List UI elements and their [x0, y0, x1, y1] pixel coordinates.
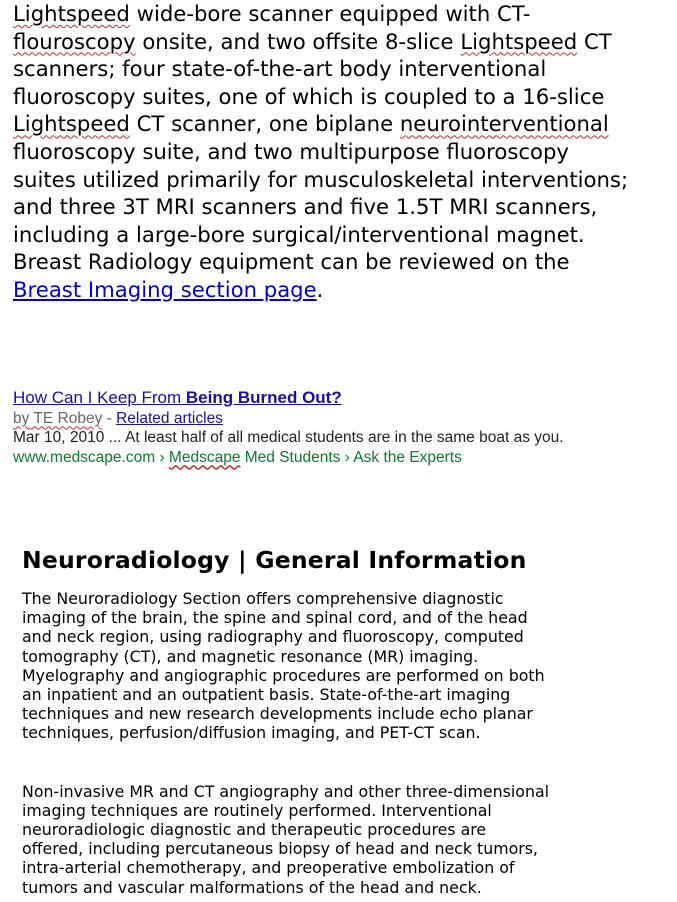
line: neuroradiologic diagnostic and therapeutic procedures are	[22, 820, 487, 840]
line: tumors and vascular malformations of the head and neck.	[22, 877, 482, 897]
spell-word: flouroscopy	[13, 28, 136, 54]
spell-word: neurointerventional	[399, 111, 609, 137]
paragraph-1	[22, 589, 672, 743]
text: onsite, and two offsite 8-slice	[135, 28, 461, 54]
line	[13, 28, 673, 56]
line: an inpatient and an outpatient basis. State-of-the-art imaging	[22, 685, 511, 705]
line: imaging of the brain, the spine and spinal cord, and of the head	[22, 608, 528, 628]
line: scanners; four state-of-the-art body interventional	[13, 56, 547, 82]
line: fluoroscopy suites, one of which is coupled to a 16-slice	[13, 83, 605, 109]
text: CT	[577, 28, 612, 54]
line: and three 3T MRI scanners and five 1.5T MRI scanners,	[13, 194, 598, 220]
by-label: by	[13, 409, 30, 427]
breast-imaging-link[interactable]: Breast Imaging section page	[13, 276, 317, 302]
url-part[interactable]: Medscape	[168, 448, 241, 466]
text: wide-bore scanner equipped with CT-	[129, 1, 531, 26]
result-snippet: Mar 10, 2010 ... At least half of all medical students are in the same boat as you.	[13, 429, 564, 446]
url-domain[interactable]: www.medscape.com ›	[13, 448, 169, 466]
line	[13, 0, 673, 28]
line	[13, 110, 673, 138]
line: suites utilized primarily for musculoskeletal interventions;	[13, 166, 629, 192]
separator: -	[102, 409, 117, 427]
line: techniques, perfusion/diffusion imaging, and PET-CT scan.	[22, 723, 481, 743]
line: Breast Radiology equipment can be reviewed on the	[13, 249, 570, 275]
result-title-link[interactable]	[13, 388, 342, 407]
line: The Neuroradiology Section offers comprehensive diagnostic	[22, 589, 504, 608]
text: CT scanner, one biplane	[129, 111, 400, 137]
line: and neck region, using radiography and fluoroscopy, computed	[22, 627, 524, 647]
result-title[interactable]	[13, 388, 673, 409]
line: Non-invasive MR and CT angiography and other three-dimensional	[22, 781, 550, 801]
spell-word: Lightspeed	[13, 1, 130, 26]
line: tomography (CT), and magnetic resonance (MR) imaging.	[22, 646, 479, 666]
punct: .	[316, 276, 324, 302]
spell-word: Lightspeed	[13, 111, 130, 137]
equipment-paragraph	[13, 0, 673, 304]
line: Myelography and angiographic procedures are performed on both	[22, 665, 545, 685]
line: including a large-bore surgical/interventional magnet.	[13, 221, 585, 247]
spell-word: Lightspeed	[460, 28, 578, 54]
line: imaging techniques are routinely performed. Interventional	[22, 800, 492, 820]
url-part[interactable]: Med Students › Ask the Experts	[240, 448, 462, 466]
title-text[interactable]: How Can I Keep From	[13, 388, 186, 407]
line: offered, including percutaneous biopsy of head and neck tumors,	[22, 839, 539, 859]
line: fluoroscopy suite, and two multipurpose fluoroscopy	[13, 138, 569, 164]
line: techniques and new research developments include echo planar	[22, 704, 533, 724]
title-bold[interactable]: Being Burned Out?	[185, 388, 342, 407]
author: TE Robey	[29, 409, 103, 427]
line: intra-arterial chemotherapy, and preoperative embolization of	[22, 858, 515, 878]
section-title: Neuroradiology | General Information	[22, 546, 527, 574]
search-result	[13, 388, 673, 467]
line	[13, 276, 673, 304]
related-articles-link[interactable]: Related articles	[116, 409, 223, 427]
result-url[interactable]	[13, 448, 673, 468]
result-byline	[13, 409, 673, 429]
paragraph-2	[22, 782, 672, 897]
neuroradiology-section	[22, 542, 672, 897]
